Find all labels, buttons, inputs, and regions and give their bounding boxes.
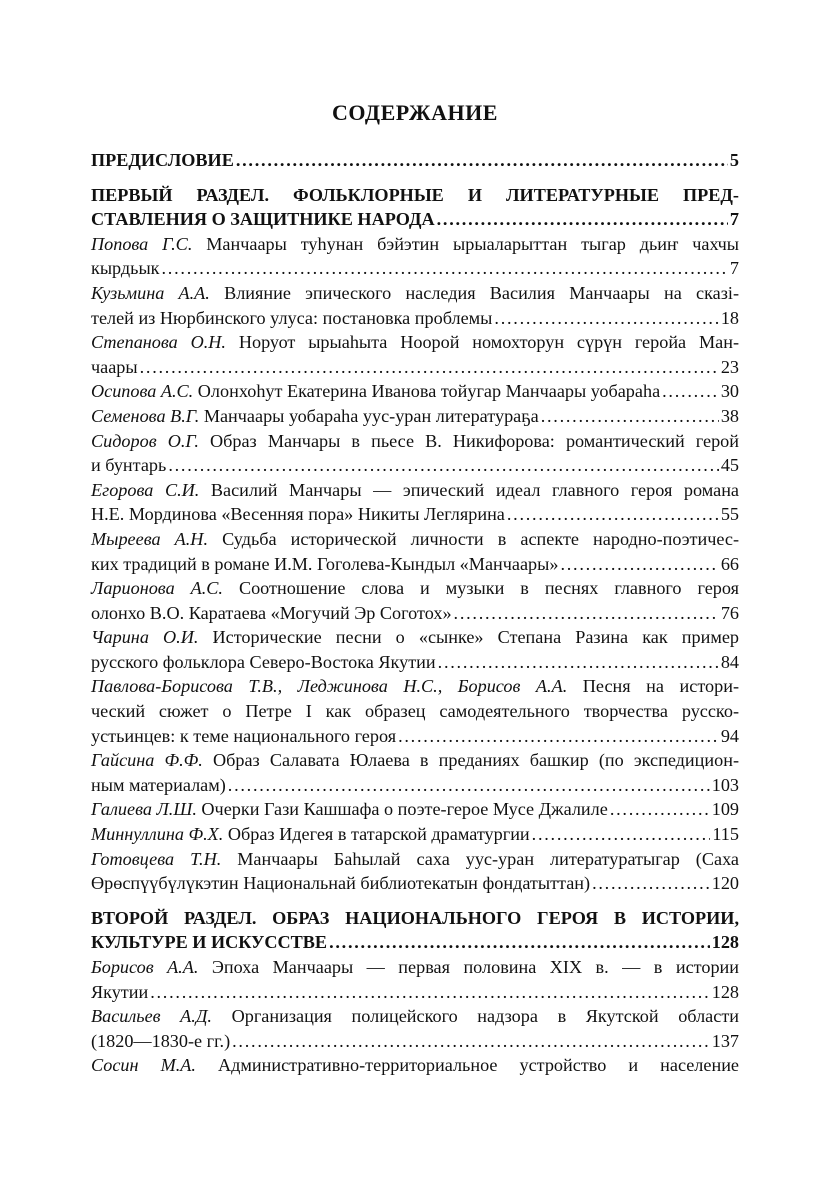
entry-title-text: Образ Манчары в пьесе В. Никифорова: романтический герой (210, 430, 740, 451)
entry-last-line (91, 404, 739, 429)
dot-leader (610, 797, 710, 822)
entry-title-line (91, 625, 739, 650)
entry-author: Сидоров О.Г. (91, 430, 199, 451)
entry-last-line (91, 1029, 739, 1054)
toc-entry[interactable] (91, 625, 739, 674)
dot-leader (454, 601, 719, 626)
entry-title-text: чаары (91, 356, 138, 377)
entry-last-line (91, 871, 739, 896)
entry-last-line (91, 724, 739, 749)
entry-last-line (91, 773, 739, 798)
dot-leader (592, 871, 710, 896)
dot-leader (437, 207, 728, 232)
toc-entry[interactable] (91, 429, 739, 478)
toc-entry[interactable] (91, 404, 739, 429)
entry-last-line (91, 650, 739, 675)
entry-last-line (91, 552, 739, 577)
entry-title-text: русского фольклора Северо-Востока Якутии (91, 651, 436, 672)
entry-last-line (91, 453, 739, 478)
entry-title-line (91, 576, 739, 601)
section-title-line: ВТОРОЙ РАЗДЕЛ. ОБРАЗ НАЦИОНАЛЬНОГО ГЕРОЯ В ИСТОРИИ, (91, 907, 739, 928)
page-number: 30 (720, 381, 739, 402)
entry-title-text: Олонхоһут Екатерина Иванова тойугар Манчаары уобараһа (197, 381, 661, 402)
toc-entry[interactable] (91, 379, 739, 404)
entry-title-text: Организация полицейского надзора в Якутской области (231, 1006, 740, 1027)
entry-title-text: Влияние эпического наследия Василия Манчаары на сказі- (224, 282, 739, 303)
entry-title-text: ких традиций в романе И.М. Гоголева-Кындыл «Манчаары» (91, 553, 559, 574)
entry-title-text: Василий Манчары — эпический идеал главного героя романа (210, 479, 739, 500)
dot-leader (398, 724, 719, 749)
toc-entry[interactable] (91, 330, 739, 379)
page-number: 103 (711, 774, 739, 795)
page-number: 128 (711, 932, 739, 953)
toc-entry[interactable] (91, 674, 739, 748)
toc-entry[interactable] (91, 748, 739, 797)
entry-author: Осипова А.С. (91, 381, 194, 402)
entry-title-text: и бунтарь (91, 455, 167, 476)
page-number: 45 (720, 455, 739, 476)
entry-last-line (91, 822, 739, 847)
toc-preface[interactable] (91, 148, 739, 173)
entry-last-line (91, 980, 739, 1005)
dot-leader (494, 306, 718, 331)
entry-title-text: Өрөспүүбүлүкэтин Национальнай библиотекатын фондатыттан) (91, 873, 591, 894)
entry-title-text: Манчаары Баһылай саха уус-уран литературатыгар (Саха (237, 848, 739, 869)
entry-last-line (91, 502, 739, 527)
page-number: 66 (720, 553, 739, 574)
table-of-contents (91, 148, 739, 1078)
entry-title-text: Образ Идегея в татарской драматургии (227, 824, 530, 845)
dot-leader (140, 355, 719, 380)
dot-leader (541, 404, 719, 429)
dot-leader (662, 379, 719, 404)
entry-title-line (91, 404, 539, 429)
entry-title-line (91, 1004, 739, 1029)
toc-entry[interactable] (91, 527, 739, 576)
dot-leader (507, 502, 719, 527)
entry-title-line (91, 1053, 739, 1078)
entry-title-text: Эпоха Манчаары — первая половина XIX в. — в истории (211, 957, 739, 977)
entry-title-line (91, 822, 530, 847)
dot-leader (162, 256, 728, 281)
preface-label: ПРЕДИСЛОВИЕ (91, 150, 234, 170)
entry-title-text: олонхо В.О. Каратаева «Могучий Эр Соготох» (91, 602, 452, 623)
toc-entry[interactable] (91, 822, 739, 847)
entry-author: Васильев А.Д. (91, 1006, 212, 1027)
entry-author: Готовцева Т.Н. (91, 848, 222, 869)
entry-last-line (91, 797, 739, 822)
dot-leader (228, 773, 710, 798)
entry-author: Гайсина Ф.Ф. (91, 750, 203, 771)
entry-last-line (91, 256, 739, 281)
page-title: СОДЕРЖАНИЕ (332, 100, 498, 125)
entry-title-text: телей из Нюрбинского улуса: постановка проблемы (91, 307, 493, 328)
entry-title-text: устьинцев: к теме национального героя (91, 725, 397, 746)
entry-title-line (91, 748, 739, 773)
entry-title-line (91, 478, 739, 503)
dot-leader (168, 453, 719, 478)
entry-title-text: Очерки Гази Кашшафа о поэте-герое Мусе Джалиле (201, 799, 608, 820)
toc-section-2[interactable] (91, 906, 739, 955)
entry-title-line (91, 847, 739, 872)
toc-section-1[interactable] (91, 183, 739, 232)
toc-entry[interactable] (91, 281, 739, 330)
entry-title-text: (1820—1830-е гг.) (91, 1030, 231, 1051)
dot-leader (236, 148, 728, 173)
entry-title-line: ческий сюжет о Петре I как образец самодеятельного творчества русско- (91, 701, 739, 722)
entry-author: Кузьмина А.А. (91, 282, 210, 303)
entry-title-line (91, 232, 739, 257)
entry-author: Сосин М.А. (91, 1055, 196, 1076)
entry-author: Галиева Л.Ш. (91, 799, 197, 820)
entry-author: Чарина О.И. (91, 627, 199, 648)
page-number: 94 (720, 725, 739, 746)
entry-last-line (91, 306, 739, 331)
toc-entry[interactable] (91, 847, 739, 896)
entry-title-text: Судьба исторической личности в аспекте народно-поэтичес- (222, 528, 740, 549)
dot-leader (438, 650, 719, 675)
page-number: 84 (720, 651, 739, 672)
toc-entry[interactable] (91, 797, 739, 822)
entry-title-text: ным материалам) (91, 774, 226, 795)
entry-author: Павлова-Борисова Т.В., Леджинова Н.С., Борисов А.А. (91, 676, 568, 697)
page-number: 115 (712, 824, 739, 845)
page-number: 55 (720, 504, 739, 525)
section-title-line: ПЕРВЫЙ РАЗДЕЛ. ФОЛЬКЛОРНЫЕ И ЛИТЕРАТУРНЫЕ ПРЕД- (91, 184, 739, 205)
entry-author: Попова Г.С. (91, 233, 193, 254)
dot-leader (532, 822, 711, 847)
entry-title-text: Соотношение слова и музыки в песнях главного героя (238, 578, 739, 599)
toc-entry[interactable] (91, 478, 739, 527)
entry-author: Степанова О.Н. (91, 332, 226, 353)
entry-author: Борисов А.А. (91, 957, 199, 977)
entry-author: Семенова В.Г. (91, 405, 200, 426)
dot-leader (329, 930, 710, 955)
toc-entry[interactable] (91, 1053, 739, 1078)
entry-title-line (91, 281, 739, 306)
entry-title-text: Н.Е. Мординова «Весенняя пора» Никиты Леглярина (91, 504, 505, 525)
page-number: 5 (729, 150, 739, 170)
entry-title-text: Якутии (91, 981, 149, 1002)
entry-title-line (91, 379, 660, 404)
toc-entry[interactable] (91, 955, 739, 1004)
page-number: 128 (711, 981, 739, 1002)
entry-title-line (91, 674, 739, 699)
section-title-line: КУЛЬТУРЕ И ИСКУССТВЕ (91, 932, 328, 953)
page-number: 18 (720, 307, 739, 328)
page-number: 7 (729, 258, 739, 279)
dot-leader (232, 1029, 710, 1054)
entry-title-text: Административно-территориальное устройство и население (217, 1055, 739, 1076)
page-number: 120 (711, 873, 739, 894)
entry-title-text: кырдьык (91, 258, 160, 279)
toc-entry[interactable] (91, 1004, 739, 1053)
entry-last-line (91, 379, 739, 404)
section-title-line: СТАВЛЕНИЯ О ЗАЩИТНИКЕ НАРОДА (91, 209, 435, 230)
entry-title-text: Манчаары туһунан бэйэтин ырыаларыттан тыгар дьиҥ чахчы (206, 233, 740, 254)
dot-leader (560, 552, 718, 577)
page-number: 76 (720, 602, 739, 623)
page-number: 38 (720, 405, 739, 426)
toc-entry[interactable] (91, 576, 739, 625)
entry-title-line (91, 527, 739, 552)
page-number: 7 (729, 209, 739, 230)
dot-leader (150, 980, 710, 1005)
page-number: 23 (720, 356, 739, 377)
entry-author: Миннуллина Ф.Х. (91, 824, 224, 845)
entry-title-text: Норуот ырыаһыта Ноорой номохторун сүрүн геройа Ман- (238, 332, 740, 353)
toc-entry[interactable] (91, 232, 739, 281)
entry-author: Мыреева А.Н. (91, 528, 208, 549)
entry-last-line (91, 601, 739, 626)
page-number: 109 (711, 799, 739, 820)
page-number: 137 (711, 1030, 739, 1051)
entry-title-text: Песня на истори- (582, 676, 739, 697)
entry-title-text: Исторические песни о «сынке» Степана Разина как пример (212, 627, 740, 648)
entry-title-line (91, 797, 608, 822)
entry-author: Ларионова А.С. (91, 578, 223, 599)
entry-title-text: Манчаары уобараһа уус-уран литератураҕа (203, 405, 539, 426)
entry-title-text: Образ Салавата Юлаева в преданиях башкир (по экспедицион- (212, 750, 739, 771)
entry-author: Егорова С.И. (91, 479, 200, 500)
entry-title-line (91, 429, 739, 454)
entry-last-line (91, 355, 739, 380)
entry-title-line (91, 330, 739, 355)
entry-title-line (91, 955, 739, 980)
